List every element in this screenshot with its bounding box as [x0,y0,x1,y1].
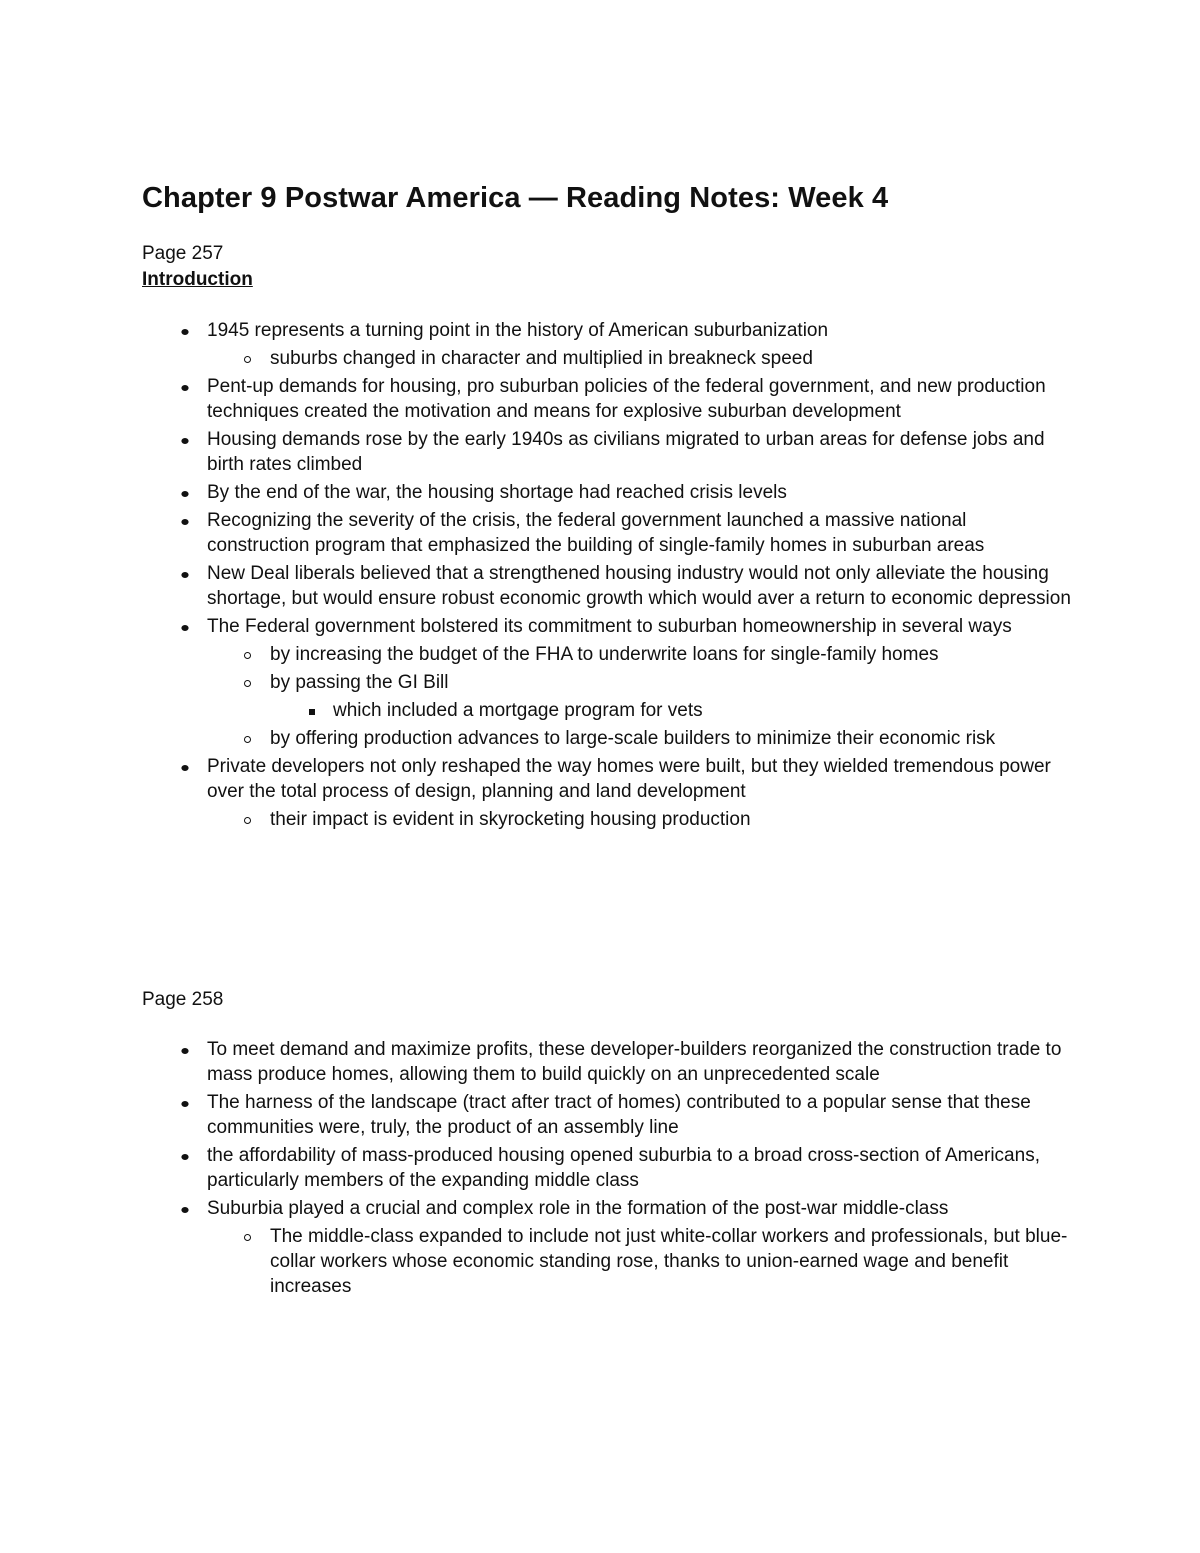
list-item [142,1196,1072,1221]
bullet-disc-icon [181,385,188,391]
list-item-text: The Federal government bolstered its commitment to suburban homeownership in several ways [207,616,1012,637]
bullet-circle-icon [244,356,251,363]
bullet-disc-icon [181,765,188,771]
list-item [142,561,1072,611]
bullet-disc-icon [181,491,188,497]
list-item [142,508,1072,558]
list-item [142,318,1072,343]
list-item-text: which included a mortgage program for vets [333,700,703,721]
list-item-text: To meet demand and maximize profits, these developer-builders reorganized the construction trade to mass produce homes, allowing them to build quickly on an unprecedented scale [207,1039,1062,1085]
bullet-disc-icon [181,1048,188,1054]
page-label-257: Page 257 [142,243,224,264]
bullet-circle-icon [244,652,251,659]
list-item-text: by increasing the budget of the FHA to underwrite loans for single-family homes [270,644,939,665]
list-item-text: by offering production advances to large-scale builders to minimize their economic risk [270,728,996,749]
bullet-disc-icon [181,519,188,525]
list-item [142,642,1072,667]
bullet-disc-icon [181,1207,188,1213]
list-item-text: Housing demands rose by the early 1940s as civilians migrated to urban areas for defense jobs and birth rates climbed [207,429,1045,475]
bullet-disc-icon [181,1101,188,1107]
list-item [142,1037,1072,1087]
list-item-text: The middle-class expanded to include not just white-collar workers and professionals, but blue-collar workers whose economic standing rose, thanks to union-earned wage and benefit increases [270,1226,1068,1297]
list-item-text: Pent-up demands for housing, pro suburban policies of the federal government, and new production techniques created the motivation and means for explosive suburban development [207,376,1046,422]
bullet-disc-icon [181,329,188,335]
list-item-text: by passing the GI Bill [270,672,449,693]
bullet-disc-icon [181,572,188,578]
list-item [142,807,1072,832]
list-item [142,670,1072,695]
bullet-circle-icon [244,680,251,687]
list-item-text: The harness of the landscape (tract after tract of homes) contributed to a popular sense that these communities were, truly, the product of an assembly line [207,1092,1031,1138]
list-item-text: their impact is evident in skyrocketing housing production [270,809,751,830]
list-item [142,346,1072,371]
list-item-text: 1945 represents a turning point in the history of American suburbanization [207,320,829,341]
bullet-disc-icon [181,438,188,444]
bullet-list-page-257 [142,318,1072,835]
section-heading-introduction: Introduction [142,269,253,290]
list-item-text: Suburbia played a crucial and complex role in the formation of the post-war middle-class [207,1198,949,1219]
bullet-disc-icon [181,625,188,631]
bullet-circle-icon [244,817,251,824]
document-title: Chapter 9 Postwar America — Reading Notes: Week 4 [142,182,889,214]
list-item-text: Private developers not only reshaped the way homes were built, but they wielded tremendous power over the total process of design, planning and land development [207,756,1051,802]
list-item [142,1224,1072,1299]
bullet-square-icon [309,709,315,715]
list-item [142,614,1072,639]
list-item-text: Recognizing the severity of the crisis, the federal government launched a massive national construction program that emphasized the building of single-family homes in suburban areas [207,510,985,556]
list-item [142,1143,1072,1193]
list-item [142,374,1072,424]
list-item-text: By the end of the war, the housing shortage had reached crisis levels [207,482,787,503]
bullet-list-page-258 [142,1037,1072,1302]
list-item [142,480,1072,505]
page-label-258: Page 258 [142,989,224,1010]
list-item [142,1090,1072,1140]
list-item [142,698,1072,723]
list-item [142,754,1072,804]
bullet-circle-icon [244,736,251,743]
list-item [142,427,1072,477]
list-item-text: suburbs changed in character and multiplied in breakneck speed [270,348,813,369]
list-item-text: New Deal liberals believed that a strengthened housing industry would not only alleviate the housing shortage, but would ensure robust economic growth which would aver a return to economic depression [207,563,1071,609]
list-item [142,726,1072,751]
bullet-disc-icon [181,1154,188,1160]
bullet-circle-icon [244,1234,251,1241]
list-item-text: the affordability of mass-produced housing opened suburbia to a broad cross-section of Americans, particularly members of the expanding middle class [207,1145,1040,1191]
